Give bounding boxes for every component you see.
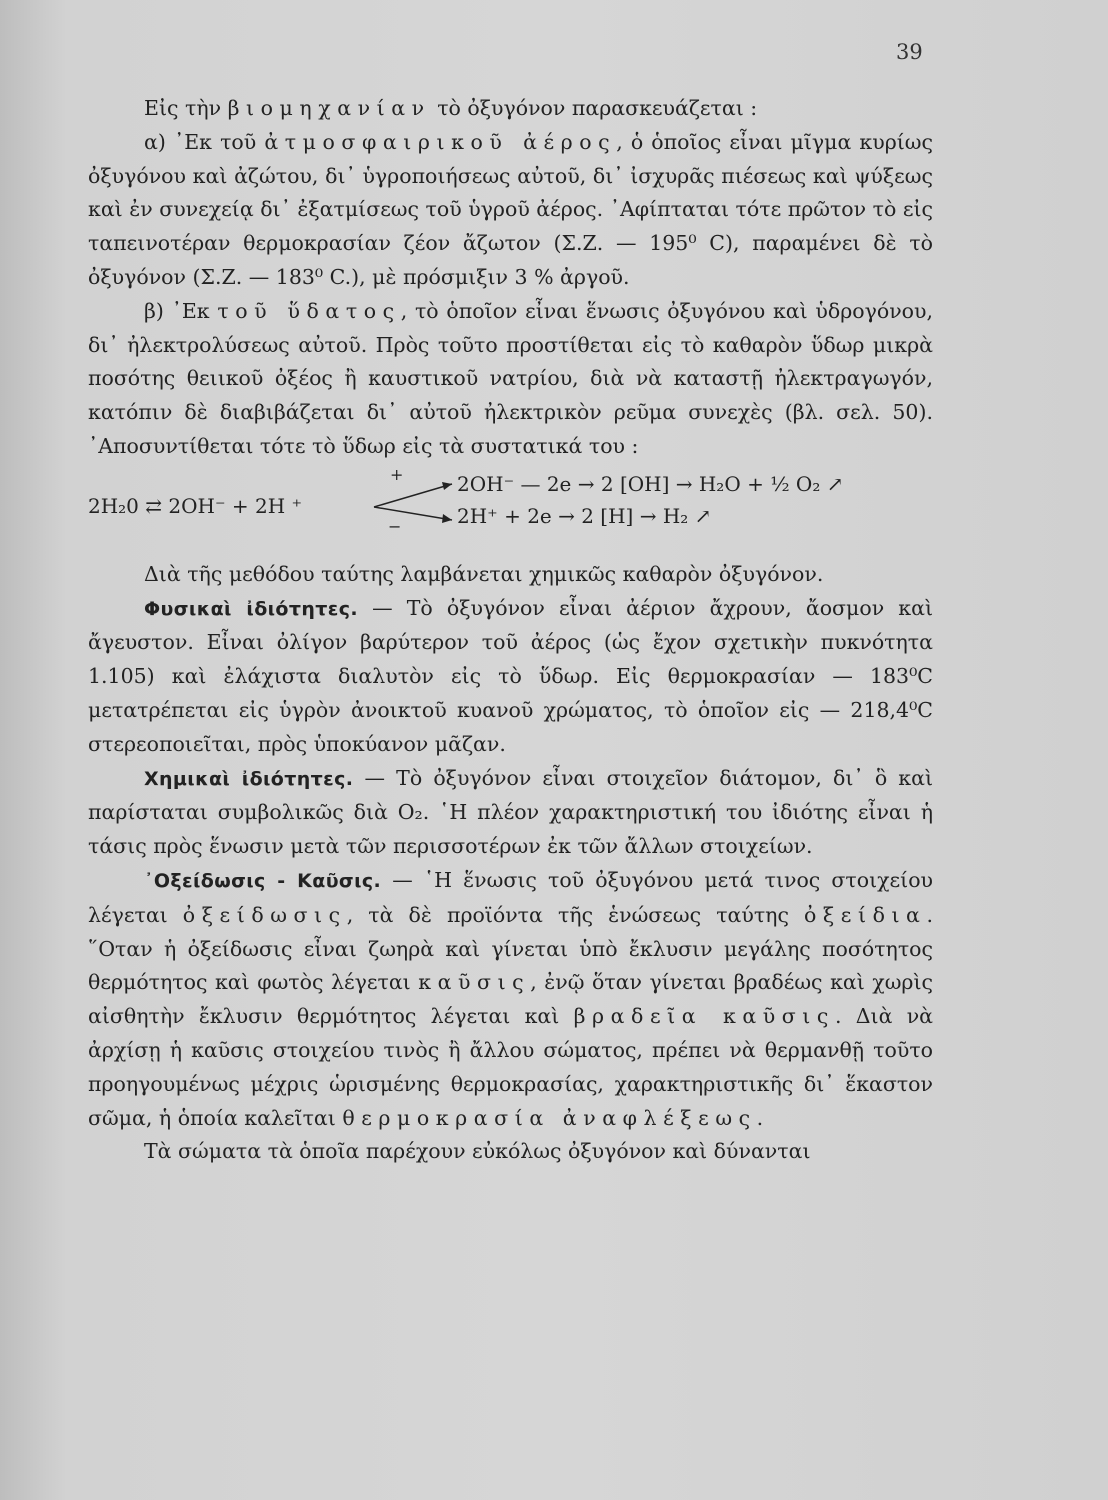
equation-anode-branch: 2OH⁻ — 2e → 2 [OH] → H₂O + ½ O₂ ↗ bbox=[457, 471, 844, 496]
branch-arrows-icon bbox=[372, 472, 456, 542]
spaced-term: ὀξείδωσις bbox=[182, 902, 347, 927]
spaced-term: βραδεῖα καῦσις bbox=[573, 1004, 835, 1029]
equation-plus-sign: + bbox=[390, 464, 404, 484]
spaced-term: τοῦ ὕδατος bbox=[217, 298, 401, 323]
page-number: 39 bbox=[896, 40, 923, 64]
paragraph-beta: β) ᾿Εκ τοῦ ὕδατος, τὸ ὁποῖον εἶναι ἕνωσις ὀξυγόνου καὶ ὑδρογόνου, δι᾿ ἠλεκτρολύσεως αὐτοῦ. Πρὸς τοῦτο προστίθεται εἰς τὸ καθαρὸν ὕδωρ μικρὰ ποσότης θειικοῦ ὀξέος ἢ καυστικοῦ νατρίου, διὰ νὰ καταστῇ ἠλεκτραγωγόν, κατόπιν δὲ διαβιβάζεται δι᾿ αὐτοῦ ἠλεκτρικὸν ρεῦμα συνεχὲς (βλ. σελ. 50). ᾿Αποσυντίθεται τότε τὸ ὕδωρ εἰς τὰ συστατικά του : bbox=[88, 298, 934, 458]
paragraph-method: Διὰ τῆς μεθόδου ταύτης λαμβάνεται χημικῶς καθαρὸν ὀξυγόνον. bbox=[144, 561, 824, 586]
paragraph-chemical-properties: Χημικαὶ ἰδιότητες. — Τὸ ὀξυγόνον εἶναι στοιχεῖον διάτομον, δι᾿ ὃ καὶ παρίσταται συμβολικῶς διὰ O₂. ῾Η πλέον χαρακτηριστική του ἰδιότης εἶναι ἡ τάσις πρὸς ἕνωσιν μετὰ τῶν περισσοτέρων ἐκ τῶν ἄλλων στοιχείων. bbox=[88, 765, 934, 859]
spaced-term: βιομηχανίαν bbox=[227, 96, 431, 120]
equation-minus-sign: − bbox=[388, 516, 402, 536]
electrolysis-equation bbox=[88, 466, 933, 552]
paragraph-last: Τὰ σώματα τὰ ὁποῖα παρέχουν εὐκόλως ὀξυγόνον καὶ δύνανται bbox=[144, 1139, 811, 1164]
paragraph-oxidation: ᾿Οξείδωσις - Καῦσις. — ῾Η ἕνωσις τοῦ ὀξυγόνου μετά τινος στοιχείου λέγεται ὀξείδωσις, τὰ δὲ προϊόντα τῆς ἑνώσεως ταύτης ὀξείδια. ῞Οταν ἡ ὀξείδωσις εἶναι ζωηρὰ καὶ γίνεται ὑπὸ ἔκλυσιν μεγάλης ποσότητος θερμότητος καὶ φωτὸς λέγεται καῦσις, ἐνῷ ὅταν γίνεται βραδέως καὶ χωρὶς αἰσθητὴν ἔκλυσιν θερμότητος λέγεται καὶ βραδεῖα καῦσις. Διὰ νὰ ἀρχίσῃ ἡ καῦσις στοιχείου τινὸς ἢ ἄλλου σώματος, πρέπει νὰ θερμανθῇ τοῦτο προηγουμένως μέχρις ὡρισμένης θερμοκρασίας, χαρακτηριστικῆς δι᾿ ἕκαστον σῶμα, ἡ ὁποία καλεῖται θερμοκρασία ἀναφλέξεως. bbox=[88, 867, 934, 1130]
spaced-term: ἀτμοσφαιρικοῦ ἀέρος bbox=[264, 129, 617, 154]
equation-left: 2H₂0 ⇄ 2OH⁻ + 2H ⁺ bbox=[88, 493, 303, 518]
paragraph-alpha: α) ᾿Εκ τοῦ ἀτμοσφαιρικοῦ ἀέρος, ὁ ὁποῖος εἶναι μῖγμα κυρίως ὀξυγόνου καὶ ἀζώτου, δι᾿ ὑγροποιήσεως αὐτοῦ, δι᾿ ἰσχυρᾶς πιέσεως καὶ ψύξεως καὶ ἐν συνεχείᾳ δι᾿ ἐξατμίσεως τοῦ ὑγροῦ ἀέρος. ᾿Αφίπταται τότε πρῶτον τὸ εἰς ταπεινοτέραν θερμοκρασίαν ζέον ἄζωτον (Σ.Ζ. — 195⁰ C), παραμένει δὲ τὸ ὀξυγόνον (Σ.Ζ. — 183⁰ C.), μὲ πρόσμιξιν 3 % ἀργοῦ. bbox=[88, 129, 933, 289]
paragraph-intro: Εἰς τὴν βιομηχανίαν τὸ ὀξυγόνον παρασκευάζεται : bbox=[144, 96, 758, 120]
equation-cathode-branch: 2H⁺ + 2e → 2 [H] → H₂ ↗ bbox=[457, 503, 712, 528]
section-heading-physical: Φυσικαὶ ἰδιότητες. bbox=[144, 597, 358, 620]
spaced-term: ὀξείδια bbox=[804, 902, 927, 927]
spaced-term: καῦσις bbox=[418, 970, 531, 995]
page-body bbox=[88, 92, 933, 1169]
section-heading-oxidation: ᾿Οξείδωσις - Καῦσις. bbox=[144, 869, 382, 892]
paragraph-physical-properties: Φυσικαὶ ἰδιότητες. — Τὸ ὀξυγόνον εἶναι ἀέριον ἄχρουν, ἄοσμον καὶ ἄγευστον. Εἶναι ὀλίγον βαρύτερον τοῦ ἀέρος (ὡς ἔχον σχετικὴν πυκνότητα 1.105) καὶ ἐλάχιστα διαλυτὸν εἰς τὸ ὕδωρ. Εἰς θερμοκρασίαν — 183⁰C μετατρέπεται εἰς ὑγρὸν ἀνοικτοῦ κυανοῦ χρώματος, τὸ ὁποῖον εἰς — 218,4⁰C στερεοποιεῖται, πρὸς ὑποκύανον μᾶζαν. bbox=[88, 595, 934, 756]
spaced-term: θερμοκρασία ἀναφλέξεως bbox=[342, 1105, 757, 1130]
section-heading-chemical: Χημικαὶ ἰδιότητες. bbox=[144, 767, 354, 790]
